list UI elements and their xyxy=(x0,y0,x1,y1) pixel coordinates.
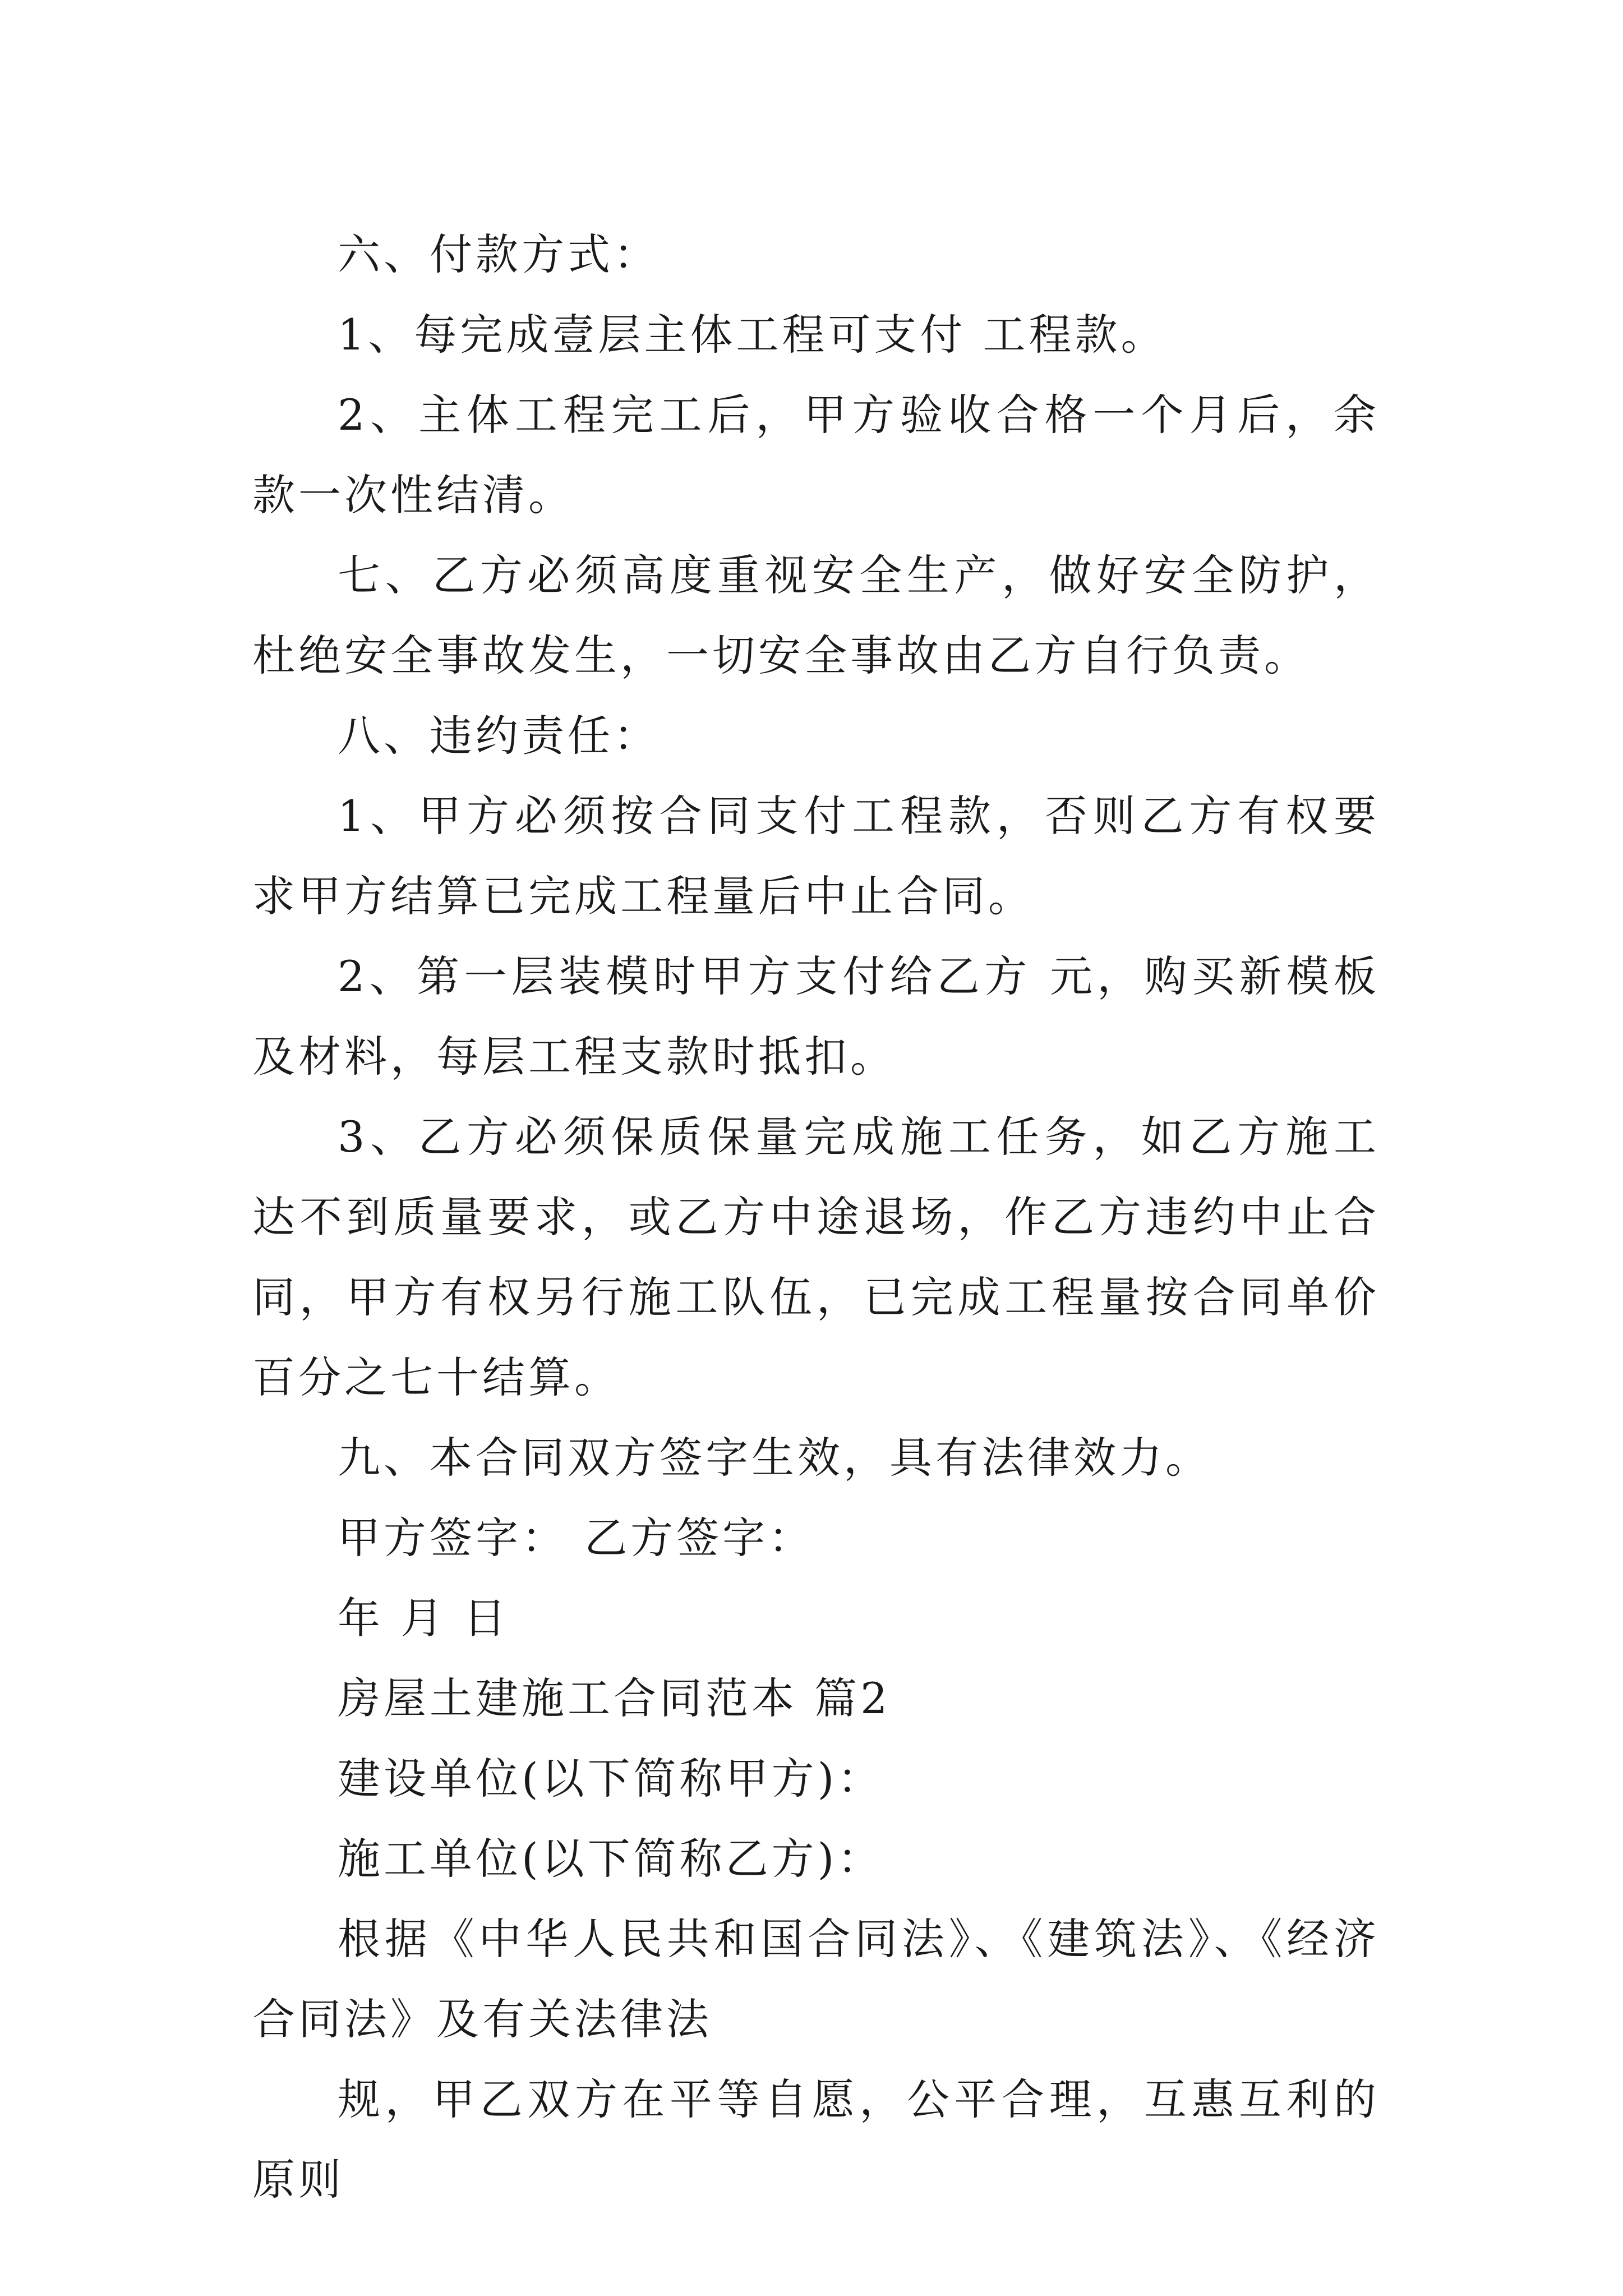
legal-basis-line: 根据《中华人民共和国合同法》、《建筑法》、《经济合同法》及有关法律法 xyxy=(252,1914,1380,2044)
signature-line: 甲方签字： 乙方签字： xyxy=(338,1513,815,1563)
party-a-line: 建设单位(以下简称甲方)： xyxy=(338,1754,884,1803)
liability-clause-1: 1、甲方必须按合同支付工程款，否则乙方有权要求甲方结算已完成工程量后中止合同。 xyxy=(252,791,1380,921)
section-8-heading: 八、违约责任： xyxy=(338,711,660,761)
document-body xyxy=(252,214,1380,2220)
liability-clause-3: 3、乙方必须保质保量完成施工任务，如乙方施工达不到质量要求，或乙方中途退场，作乙方违约中止合同，甲方有权另行施工队伍，已完成工程量按合同单价百分之七十结算。 xyxy=(252,1112,1380,1402)
party-b-line: 施工单位(以下简称乙方)： xyxy=(338,1834,884,1884)
section-9-effect: 九、本合同双方签字生效，具有法律效力。 xyxy=(338,1433,1211,1483)
section-7-safety: 七、乙方必须高度重视安全生产，做好安全防护，杜绝安全事故发生，一切安全事故由乙方自行负责。 xyxy=(252,550,1380,680)
section-6-heading: 六、付款方式： xyxy=(338,229,660,279)
date-line: 年 月 日 xyxy=(338,1593,510,1643)
principle-line: 规，甲乙双方在平等自愿，公平合理，互惠互利的原则 xyxy=(252,2074,1380,2205)
payment-clause-2: 2、主体工程完工后，甲方验收合格一个月后，余款一次性结清。 xyxy=(252,390,1380,520)
template-title: 房屋土建施工合同范本 篇2 xyxy=(338,1673,891,1723)
payment-clause-1: 1、每完成壹层主体工程可支付 工程款。 xyxy=(338,310,1167,360)
liability-clause-2: 2、第一层装模时甲方支付给乙方 元，购买新模板及材料，每层工程支款时抵扣。 xyxy=(252,951,1380,1082)
